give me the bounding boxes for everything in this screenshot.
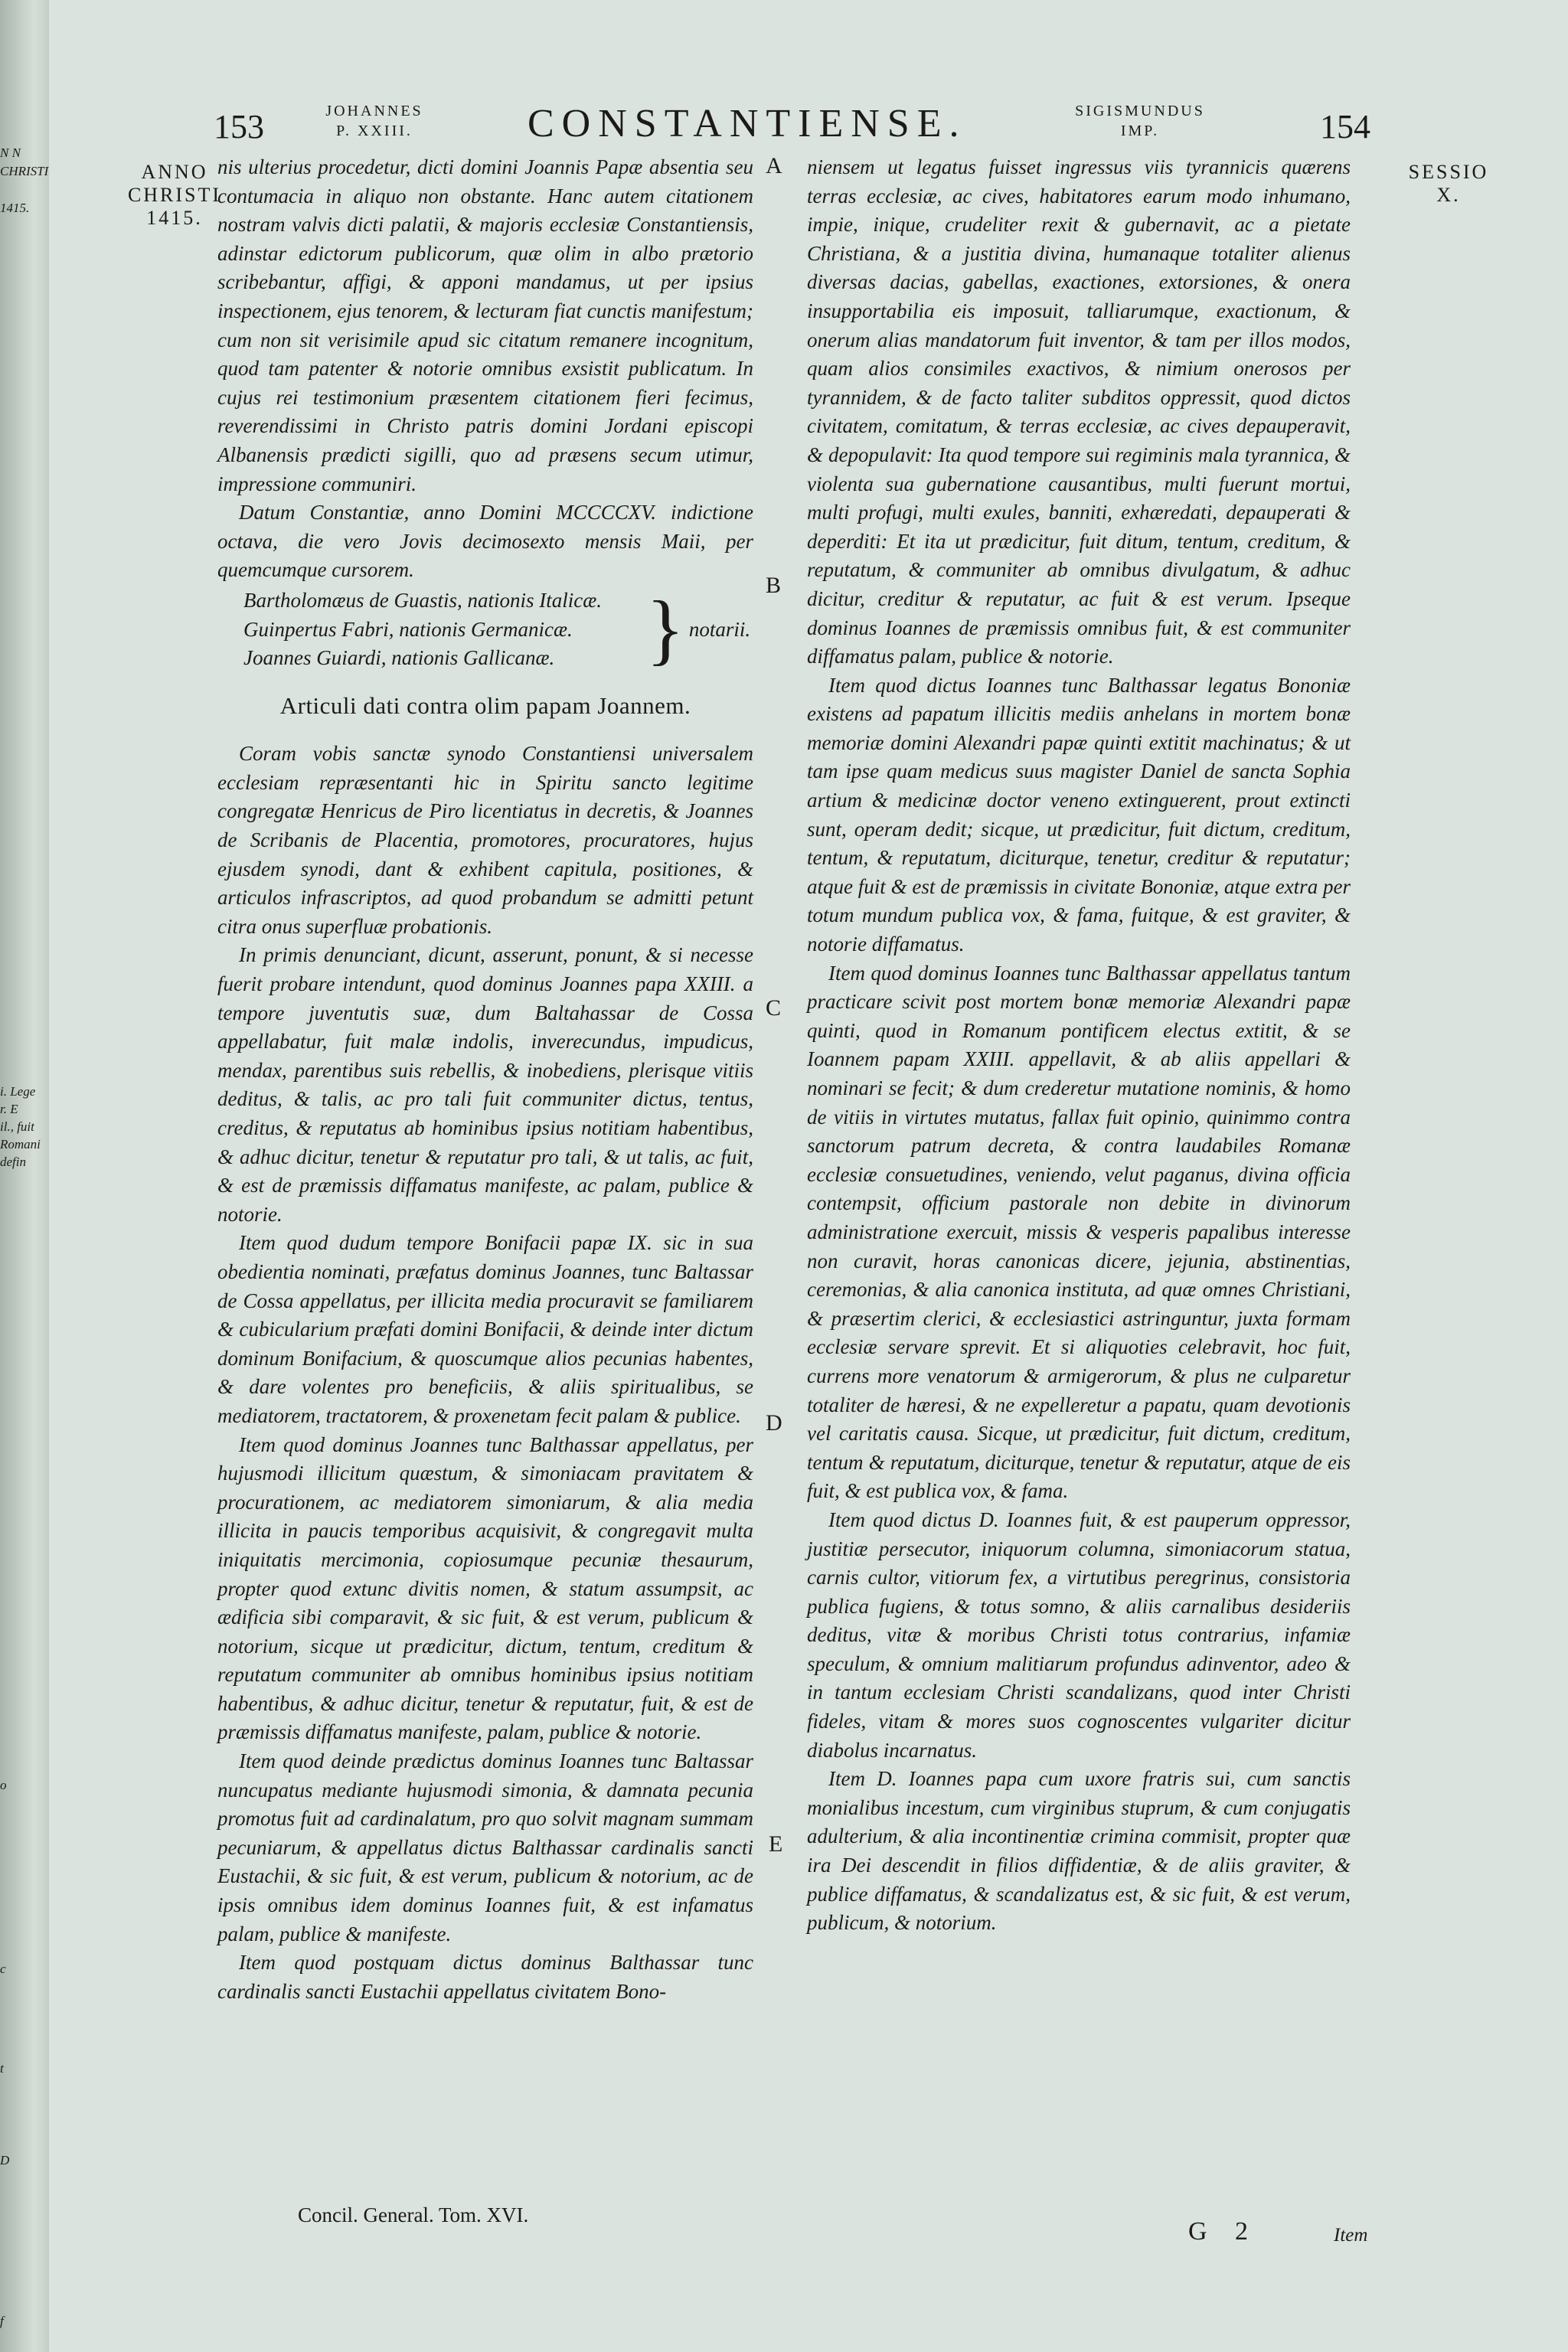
running-head-right-line: IMP. [1120, 122, 1160, 139]
paragraph: Item quod dictus D. Ioannes fuit, & est pauperum oppressor, justitiæ persecutor, iniquorum columna, simoniacorum statua, carnis cultor, vitiorum fex, a virtutibus peregrinus, consistoria publica fugiens, & totus somno, & aliis carnalibus desideriis deditus, vitæ & moribus Christi totus contrarius, infamiæ speculum, & omnium malitiarum profundus adinventor, adeo & in tantum ecclesiam Christi scandalizans, quod inter Christi fideles, vitam & mores suos cognoscentes vulgariter dicitur diabolus incarnatus. [807, 1508, 1351, 1762]
left-column [217, 153, 753, 2006]
section-marker-c: C [766, 995, 782, 1021]
page-number-right: 154 [1320, 108, 1370, 145]
gutter-line: o [0, 1778, 7, 1792]
running-head-right [1060, 101, 1220, 141]
paragraph: Item quod dominus Joannes tunc Balthassar appellatus, per hujusmodi illicitum quæstum, & simoniacam pravitatem & procurationem, ac mediatorem simoniarum, & alia media illicita in paucis temporibus acquisivit, & congregavit multa iniquitatis mercimonia, copiosumque pecuniæ thesaurum, propter quod extunc divitis nomen, & statum assumpsit, ac ædificia sibi comparavit, & sic fuit, & est verum, publicum & notorium, sicque ut prædicitur, dictum, tentum, creditum & reputatum communiter ab omnibus hominibus ipsius notitiam habentibus, & adhuc dicitur, tenetur & reputatur, fuit, & est de præmissis diffamatus manifeste, palam, publice & notorie. [217, 1432, 753, 1744]
running-head-right-line: SIGISMUNDUS [1075, 103, 1205, 119]
previous-page-gutter [0, 0, 51, 2352]
margin-line: 1415. [146, 207, 203, 229]
paragraph: niensem ut legatus fuisset ingressus viis tyrannicis quærens terras ecclesiæ, ac cives, habitatores earum modo inhumano, impie, inique, crudeliter rexit & gubernavit, ac a pietate Christiana, & a justitia divina, humanaque totaliter alienus diversas dacias, gabellas, exactiones, extorsiones, & onera insupportabilia eis imposuit, talliarumque, exactionum, & onerum alias mandatorum fuit inventor, & tam per illos modos, quam alios consimiles exactivos, & nimium onerosos per tyrannidem, & de facto taliter subditos oppressit, quod dictos civitatem, comitatum, & terras ecclesiæ, ac cives depauperavit, & depopulavit: Ita quod tempore sui regiminis mala tyrannica, & violenta sua gubernatione causantibus, multi fuerunt mortui, multi profugi, multi exules, banniti, exhæredati, depauperati & deperditi: Et ita ut prædicitur, fuit ditum, tentum, creditum, & reputatum, & communiter ab omnibus divulgatum, & adhuc dicitur, creditur & reputatur, ac fuit & est verum. Ipseque dominus Ioannes de præmissis omnibus fuit, & est communiter diffamatus palam, publice & notorie. [807, 155, 1351, 668]
paragraph: Item quod postquam dictus dominus Balthassar tunc cardinalis sancti Eustachii appellatus civitatem Bono- [217, 1951, 753, 2003]
gutter-line: f [0, 2314, 4, 2328]
margin-line: CHRISTI [127, 184, 222, 206]
margin-line: SESSIO [1408, 161, 1489, 183]
gutter-line: N N [0, 145, 21, 160]
running-head-left-line: JOHANNES [325, 103, 423, 119]
notary-names [217, 586, 642, 673]
section-marker-e: E [769, 1831, 783, 1857]
paragraph: nis ulterius procedetur, dicti domini Joannis Papæ absentia seu contumacia in aliquo non obstante. Hanc autem citationem nostram valvis dicti palatii, & majoris ecclesiæ Constantiensis, adinstar edictorum publicorum, quæ olim in albo prætorio scribebantur, affigi, & apponi mandamus, ut per ipsius inspectionem, ejus tenorem, & lecturam fiat cunctis manifestum; cum non sit verisimile apud sic citatum remanere incognitum, quod tam patenter & notorie omnibus exsistit publicatum. In cujus rei testimonium præsentem citationem fieri fecimus, reverendissimi in Christo patris domini Jordani episcopi Albanensis prædicti sigilli, quo ad præsens secum utimur, impressione communiri. [217, 155, 753, 495]
right-column [807, 153, 1351, 1938]
gutter-line: c [0, 1962, 6, 1976]
brace-glyph: } [646, 585, 684, 674]
paragraph: Coram vobis sanctæ synodo Constantiensi universalem ecclesiam repræsentanti hic in Spiritu sancto legitime congregatæ Henricus de Piro licentiatus in decretis, & Joannes de Scribanis de Placentia, promotores, procuratores, hujus ejusdem synodi, dant & exhibent capitula, positiones, & articulos infrascriptos, ad quod probandum se admitti petunt citra onus superfluæ probationis. [217, 742, 753, 938]
running-head-left-line: P. XXIII. [336, 122, 413, 139]
book-page [49, 0, 1568, 2352]
gutter-line: t [0, 2061, 4, 2076]
margin-note-session [1395, 161, 1502, 207]
section-marker-d: D [766, 1410, 782, 1436]
gutter-line: defin [0, 1155, 26, 1169]
paragraph: Item quod dictus Ioannes tunc Balthassar legatus Bononiæ existens ad papatum illicitis mediis anhelans in mortem bonæ memoriæ domini Alexandri papæ quinti extitit machinatus; & ut tam ipse quam medicus suus magister Daniel de sancta Sophia artium & medicinæ doctor veneno extinguerent, prout extincti sunt, operam dedit; sicque, ut prædicitur, fuit dictum, creditum, tentum, & reputatum, diciturque, tenetur, creditur & reputatur; atque fuit & est de præmissis in civitate Bononiæ, atque extra per totum mundum publica vox, & fama, fuitque, & est graviter, & notorie diffamatus. [807, 673, 1351, 956]
notary-name: Bartholomæus de Guastis, nationis Italicæ. [243, 588, 603, 612]
signature-mark: G 2 [1188, 2217, 1259, 2246]
gutter-line: 1415. [0, 201, 30, 215]
gutter-line: Romani [0, 1137, 41, 1152]
page-title: CONSTANTIENSE. [528, 102, 967, 145]
section-marker-b: B [766, 573, 782, 598]
paragraph: Item quod dudum tempore Bonifacii papæ IX. sic in sua obedientia nominati, præfatus dominus Joannes, tunc Baltassar de Cossa appellatus, per illicita media procuravit se familiarem & cubicularium præfati domini Bonifacii, & deinde inter dictum dominum Bonifacium, & quoscumque alios pecunias habentes, & dare volentes pro beneficiis, & aliis spiritualibus, se mediatorem, tractatorem, & proxenetam fecit palam & publice. [217, 1231, 753, 1427]
volume-footer: Concil. General. Tom. XVI. [298, 2203, 529, 2226]
paragraph: Item quod deinde prædictus dominus Ioannes tunc Baltassar nuncupatus mediante hujusmodi simonia, & damnata pecunia promotus fuit ad cardinalatum, pro quo solvit magnam summam pecuniarum, & appellatus dictus Balthassar cardinalis sancti Eustachii, & sic fuit, & est verum, publicum & notorium, ac de ipsis omnibus idem dominus Ioannes fuit, & est infamatus palam, publice & manifeste. [217, 1749, 753, 1945]
margin-line: X. [1436, 184, 1461, 206]
notary-name: Joannes Guiardi, nationis Gallicanæ. [243, 646, 555, 670]
gutter-line: r. E [0, 1102, 18, 1116]
margin-line: ANNO [141, 161, 208, 183]
gutter-line: il., fuit [0, 1119, 34, 1134]
gutter-line: i. Lege [0, 1084, 36, 1099]
paragraph: Item quod dominus Ioannes tunc Balthassar appellatus tantum practicare scivit post mortem bonæ memoriæ Alexandri papæ quinti, quod in Romanum pontificem electus extitit, & se Ioannem papam XXIII. appellavit, & ab aliis appellari & nominari se fecit; & dum crederetur mutatione nominis, & homo de vitiis in virtutes mutatus, fallax fuit opinio, quinimmo contra sanctorum patrum decreta, & contra laudabiles Romanæ ecclesiæ consuetudines, veniendo, velut paganus, divina officia contempsit, officium pastorale non debite in divinorum administratione exercuit, missis & vesperis papalibus interesse non curavit, horas canonicas dicere, jejunia, abstinentias, ceremonias, & alia canonica instituta, ad quæ omnes Christiani, & præsertim clerici, & ecclesiastici astringuntur, juxta formam ecclesiæ servare sprevit. Et si aliquoties celebravit, hoc fuit, currens more venatorum & armigerorum, & plus ne culparetur totaliter de hæresi, & ne expelleretur a papatu, quam devotionis vel caritatis causa. Sicque, ut prædicitur, fuit dictum, creditum, tentum & reputatum, diciturque, tenetur & reputatur, atque de eis fuit, & est publica vox, & fama. [807, 961, 1351, 1503]
page-number-left: 153 [214, 108, 264, 145]
section-marker-a: A [766, 153, 782, 178]
notarii-label: notarii. [688, 617, 751, 641]
paragraph: Item D. Ioannes papa cum uxore fratris sui, cum sanctis monialibus incestum, cum virginibus stuprum, & cum conjugatis adulterium, & alia incontinentiæ crimina commisit, propter quæ ira Dei descendit in filios diffidentiæ, & de aliis graviter, & publice diffamatus, & scandalizatus est, & sic fuit, & est verum, publicum, & notorium. [807, 1767, 1351, 1935]
paragraph: In primis denunciant, dicunt, asserunt, ponunt, & si necesse fuerit probare intendunt, quod dominus Joannes papa XXIII. a tempore juventutis suæ, dum Baltahassar de Cossa appellabatur, fuit malæ indolis, inverecundus, impudicus, mendax, parentibus suis rebellis, & inobediens, plerisque vitiis deditus, & talis, ac pro tali fuit communiter dictus, tentus, creditus, & reputatus ab hominibus ipsius notitiam habentibus, & adhuc dicitur, tenetur & reputatur pro tali, & ut talis, ac fuit, & est de præmissis diffamatus manifeste, ac palam, publice & notorie. [217, 943, 753, 1226]
catchword: Item [1334, 2225, 1368, 2246]
notary-name: Guinpertus Fabri, nationis Germanicæ. [243, 617, 573, 641]
gutter-line: D [0, 2153, 10, 2167]
section-heading: Articuli dati contra olim papam Joannem. [279, 691, 691, 719]
running-head-left [309, 101, 439, 141]
paragraph: Datum Constantiæ, anno Domini MCCCCXV. indictione octava, die vero Jovis decimosexto mensis Maii, per quemcumque cursorem. [217, 501, 753, 582]
gutter-line: CHRISTI [0, 164, 49, 178]
notaries-block [217, 586, 753, 673]
